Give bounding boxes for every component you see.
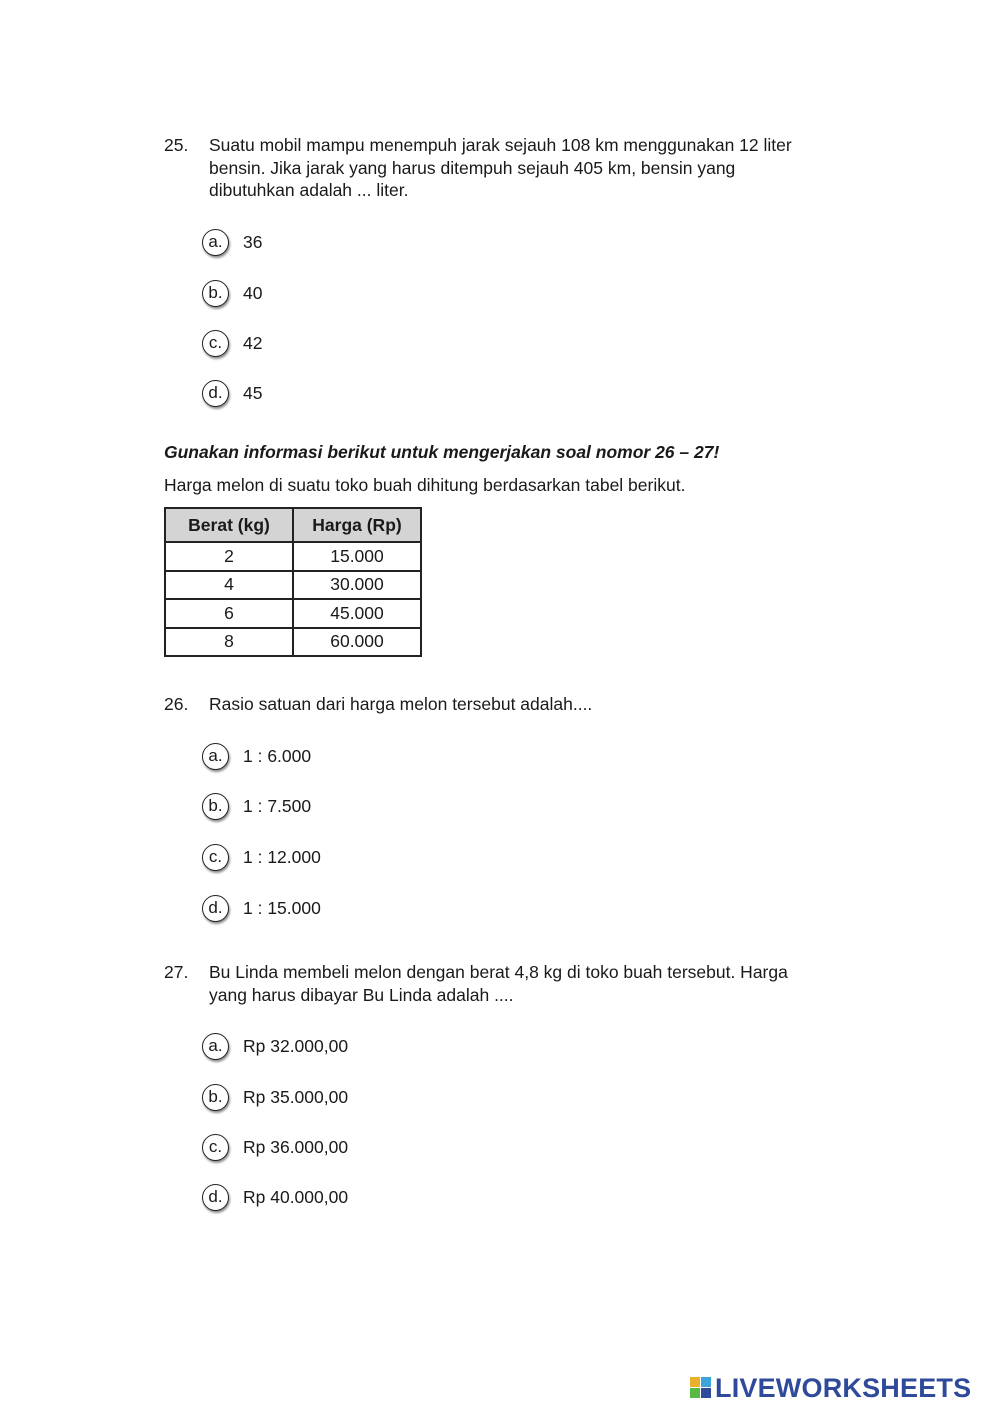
- option-circle[interactable]: a.: [202, 1033, 229, 1060]
- table-cell: 8: [165, 628, 293, 657]
- question-26-option-c[interactable]: [202, 842, 321, 872]
- table-cell: 15.000: [293, 542, 421, 571]
- question-27-line-2: yang harus dibayar Bu Linda adalah ....: [209, 984, 514, 1005]
- option-text: 42: [243, 332, 263, 353]
- question-26-option-b[interactable]: [202, 791, 311, 821]
- table-cell: 4: [165, 571, 293, 600]
- question-26-number: 26.: [164, 694, 189, 714]
- liveworksheets-logo-icon: [690, 1377, 712, 1399]
- question-25-option-b[interactable]: [202, 278, 262, 308]
- price-table: [164, 507, 422, 657]
- option-text: 36: [243, 231, 263, 252]
- table-cell: 30.000: [293, 571, 421, 600]
- question-25-line-1: Suatu mobil mampu menempuh jarak sejauh 108 km menggunakan 12 liter: [209, 135, 792, 155]
- table-cell: 60.000: [293, 628, 421, 657]
- question-27-number: 27.: [164, 962, 189, 982]
- question-26-option-d[interactable]: [202, 893, 321, 923]
- option-circle[interactable]: c.: [202, 330, 229, 357]
- table-row: [165, 571, 421, 600]
- option-text: Rp 40.000,00: [243, 1186, 349, 1207]
- table-cell: 45.000: [293, 599, 421, 628]
- question-27-option-b[interactable]: [202, 1082, 348, 1112]
- option-text: 1 : 12.000: [243, 846, 321, 867]
- section-instruction: Gunakan informasi berikut untuk mengerjakan soal nomor 26 – 27!: [164, 442, 720, 462]
- question-25-number: 25.: [164, 135, 189, 155]
- question-25-text: [209, 134, 849, 202]
- option-text: 40: [243, 282, 263, 303]
- question-25-option-a[interactable]: [202, 227, 262, 257]
- question-25-line-2: bensin. Jika jarak yang harus ditempuh sejauh 405 km, bensin yang: [209, 157, 736, 178]
- option-circle[interactable]: c.: [202, 1134, 229, 1161]
- question-25-option-d[interactable]: [202, 378, 262, 408]
- option-text: Rp 36.000,00: [243, 1136, 349, 1157]
- question-26-option-a[interactable]: [202, 741, 311, 771]
- table-intro: Harga melon di suatu toko buah dihitung berdasarkan tabel berikut.: [164, 475, 686, 495]
- liveworksheets-logo: [690, 1372, 971, 1404]
- question-27-text: [209, 961, 849, 1006]
- question-26-line-1: Rasio satuan dari harga melon tersebut adalah....: [209, 694, 593, 714]
- option-circle[interactable]: d.: [202, 895, 229, 922]
- option-circle[interactable]: b.: [202, 1084, 229, 1111]
- table-header-cell: Berat (kg): [165, 508, 293, 542]
- option-circle[interactable]: b.: [202, 793, 229, 820]
- option-circle[interactable]: d.: [202, 380, 229, 407]
- question-27-option-a[interactable]: [202, 1031, 348, 1061]
- table-cell: 6: [165, 599, 293, 628]
- option-text: 1 : 7.500: [243, 795, 312, 816]
- option-circle[interactable]: a.: [202, 743, 229, 770]
- table-row: [165, 542, 421, 571]
- option-circle[interactable]: d.: [202, 1184, 229, 1211]
- option-circle[interactable]: b.: [202, 280, 229, 307]
- table-header-cell: Harga (Rp): [293, 508, 421, 542]
- question-25-option-c[interactable]: [202, 328, 262, 358]
- table-row: [165, 628, 421, 657]
- question-27-line-1: Bu Linda membeli melon dengan berat 4,8 kg di toko buah tersebut. Harga: [209, 962, 788, 982]
- question-25-line-3: dibutuhkan adalah ... liter.: [209, 180, 409, 200]
- option-text: Rp 32.000,00: [243, 1035, 349, 1056]
- table-header-row: [165, 508, 421, 542]
- table-cell: 2: [165, 542, 293, 571]
- logo-text: LIVEWORKSHEETS: [715, 1372, 972, 1403]
- question-26-text: [209, 693, 849, 716]
- question-27-option-d[interactable]: [202, 1182, 348, 1212]
- option-text: 1 : 15.000: [243, 897, 321, 918]
- table-row: [165, 599, 421, 628]
- option-circle[interactable]: a.: [202, 229, 229, 256]
- option-circle[interactable]: c.: [202, 844, 229, 871]
- question-27-option-c[interactable]: [202, 1132, 348, 1162]
- option-text: 1 : 6.000: [243, 745, 312, 766]
- option-text: 45: [243, 382, 263, 403]
- option-text: Rp 35.000,00: [243, 1086, 349, 1107]
